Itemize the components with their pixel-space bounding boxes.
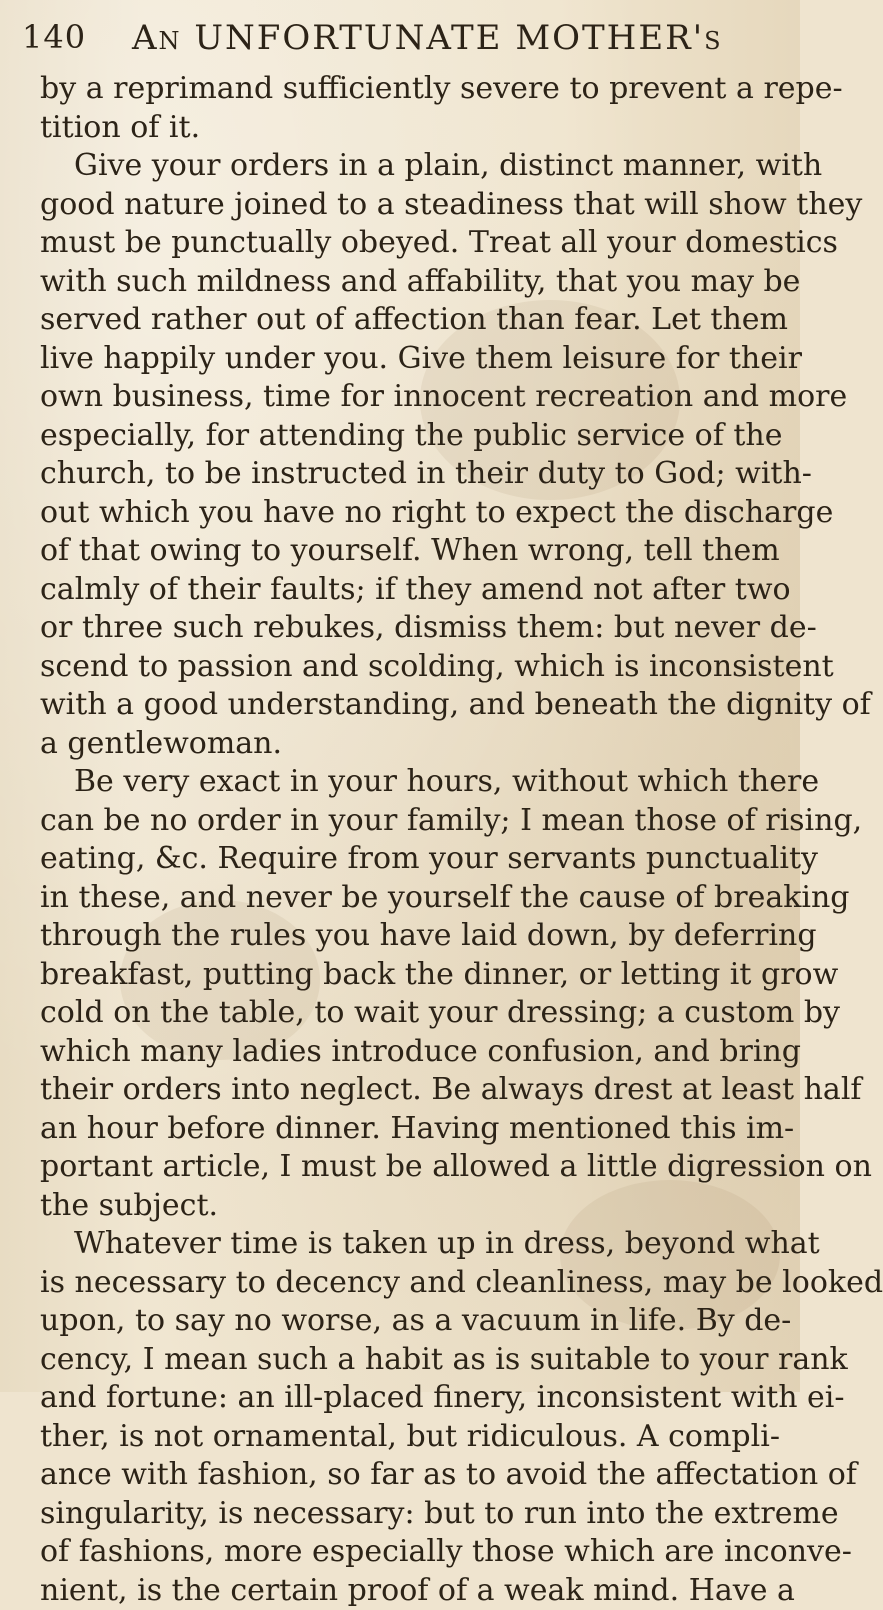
- text-line: breakfast, putting back the dinner, or letting it grow: [40, 956, 760, 995]
- text-line: with such mildness and affability, that you may be: [40, 263, 760, 302]
- text-line: and fortune: an ill-placed finery, inconsistent with ei-: [40, 1379, 760, 1418]
- text-line: scend to passion and scolding, which is inconsistent: [40, 648, 760, 687]
- text-line: ance with fashion, so far as to avoid the affectation of: [40, 1456, 760, 1495]
- text-line: Whatever time is taken up in dress, beyond what: [40, 1225, 760, 1264]
- text-line: Be very exact in your hours, without which there: [40, 763, 760, 802]
- text-line: tition of it.: [40, 109, 760, 148]
- text-line: which many ladies introduce confusion, and bring: [40, 1033, 760, 1072]
- text-line: upon, to say no worse, as a vacuum in life. By de-: [40, 1302, 760, 1341]
- text-line: can be no order in your family; I mean those of rising,: [40, 802, 760, 841]
- text-line: the subject.: [40, 1187, 760, 1226]
- page-body-text: [40, 70, 760, 1610]
- text-line: cold on the table, to wait your dressing; a custom by: [40, 994, 760, 1033]
- text-line: or three such rebukes, dismiss them: but never de-: [40, 609, 760, 648]
- text-line: ther, is not ornamental, but ridiculous. A compli-: [40, 1418, 760, 1457]
- text-line: through the rules you have laid down, by deferring: [40, 917, 760, 956]
- running-title: An UNFORTUNATE MOTHER's: [132, 18, 723, 58]
- page-number: 140: [22, 18, 86, 56]
- text-line: church, to be instructed in their duty to God; with-: [40, 455, 760, 494]
- text-line: calmly of their faults; if they amend not after two: [40, 571, 760, 610]
- text-line: must be punctually obeyed. Treat all your domestics: [40, 224, 760, 263]
- text-line: with a good understanding, and beneath the dignity of: [40, 686, 760, 725]
- text-line: served rather out of affection than fear. Let them: [40, 301, 760, 340]
- text-line: out which you have no right to expect the discharge: [40, 494, 760, 533]
- text-line: of fashions, more especially those which are inconve-: [40, 1533, 760, 1572]
- text-line: good nature joined to a steadiness that will show they: [40, 186, 760, 225]
- text-line: eating, &c. Require from your servants punctuality: [40, 840, 760, 879]
- text-line: is necessary to decency and cleanliness, may be looked: [40, 1264, 760, 1303]
- running-header: [22, 18, 762, 60]
- text-line: own business, time for innocent recreation and more: [40, 378, 760, 417]
- text-line: singularity, is necessary: but to run into the extreme: [40, 1495, 760, 1534]
- text-line: live happily under you. Give them leisure for their: [40, 340, 760, 379]
- text-line: their orders into neglect. Be always drest at least half: [40, 1071, 760, 1110]
- text-line: of that owing to yourself. When wrong, tell them: [40, 532, 760, 571]
- text-line: portant article, I must be allowed a little digression on: [40, 1148, 760, 1187]
- text-line: nient, is the certain proof of a weak mind. Have a: [40, 1572, 760, 1610]
- text-line: a gentlewoman.: [40, 725, 760, 764]
- text-line: an hour before dinner. Having mentioned this im-: [40, 1110, 760, 1149]
- text-line: cency, I mean such a habit as is suitable to your rank: [40, 1341, 760, 1380]
- text-line: Give your orders in a plain, distinct manner, with: [40, 147, 760, 186]
- text-line: especially, for attending the public service of the: [40, 417, 760, 456]
- text-line: in these, and never be yourself the cause of breaking: [40, 879, 760, 918]
- text-line: by a reprimand sufficiently severe to prevent a repe-: [40, 70, 760, 109]
